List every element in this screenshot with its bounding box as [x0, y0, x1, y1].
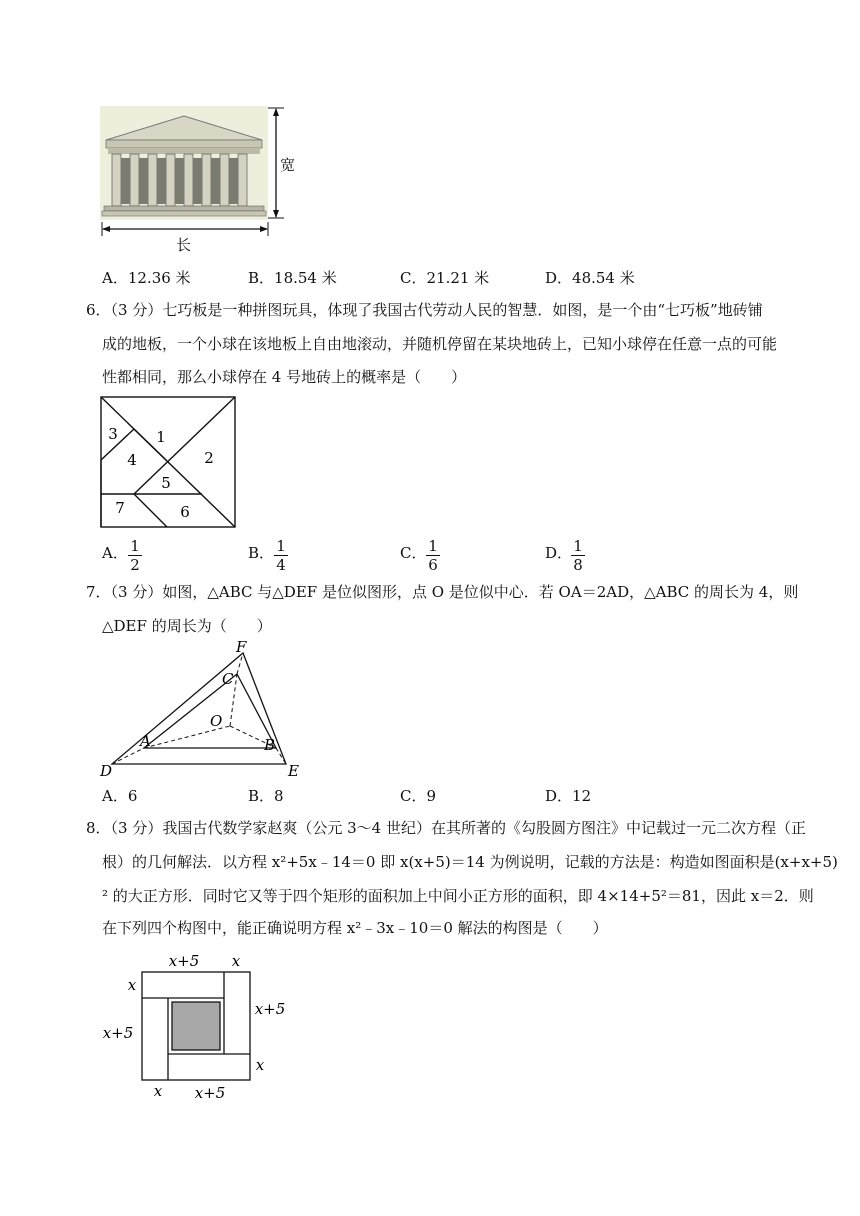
q5-option-a[interactable]: A．12.36 米 — [102, 269, 191, 287]
q6-option-d-numerator: 1 — [573, 537, 583, 555]
label-right-short: x — [255, 1056, 265, 1074]
q8-stem-line-4: 在下列四个构图中，能正确说明方程 x²﹣3x﹣10＝0 解法的构图是（ ） — [102, 919, 608, 937]
point-B-label: B — [264, 736, 276, 754]
label-bottom-short: x — [153, 1082, 163, 1100]
temple-figure — [100, 104, 300, 254]
label-top-short: x — [231, 952, 241, 970]
q8-stem-line-3: ² 的大正方形．同时它又等于四个矩形的面积加上中间小正方形的面积，即 4×14+5²＝81，因此 x＝2．则 — [102, 887, 814, 905]
q6-option-a-denominator: 2 — [130, 556, 140, 574]
point-O-label: O — [210, 712, 223, 730]
q7-option-d[interactable]: D．12 — [545, 787, 592, 805]
square-construction-diagram — [96, 950, 296, 1102]
q7-option-a[interactable]: A．6 — [102, 787, 138, 805]
point-A-label: A — [140, 732, 151, 750]
q6-stem-line-3: 性都相同，那么小球停在 4 号地砖上的概率是（ ） — [102, 368, 467, 386]
point-F-label: F — [236, 640, 247, 656]
point-D-label: D — [100, 762, 113, 780]
q6-option-b-letter: B． — [248, 544, 275, 562]
piece-6-label: 6 — [180, 503, 190, 521]
q6-option-d-letter: D． — [545, 544, 573, 562]
q6-option-d-fraction — [571, 538, 585, 573]
tangram-figure — [100, 396, 236, 528]
q8-stem-line-1: 8．（3 分）我国古代数学家赵爽（公元 3～4 世纪）在其所著的《勾股圆方图注》中记载过一元二次方程（正 — [86, 819, 806, 837]
zhao-shuang-figure — [96, 950, 296, 1102]
width-label: 宽 — [280, 156, 296, 174]
q7-stem-line-1: 7．（3 分）如图，△ABC 与△DEF 是位似图形，点 O 是位似中心．若 OA＝2AD，△ABC 的周长为 4，则 — [86, 583, 799, 601]
label-right-long: x+5 — [254, 1000, 286, 1018]
q5-option-d[interactable]: D．48.54 米 — [545, 269, 635, 287]
piece-1-label: 1 — [156, 428, 166, 446]
piece-7-label: 7 — [115, 499, 125, 517]
q7-option-b[interactable]: B．8 — [248, 787, 284, 805]
q7-option-c[interactable]: C．9 — [400, 787, 437, 805]
q6-option-a-letter: A． — [102, 544, 128, 562]
q6-option-b[interactable] — [248, 538, 308, 572]
label-left-long: x+5 — [102, 1024, 134, 1042]
piece-2-label: 2 — [204, 449, 214, 467]
q6-option-a-numerator: 1 — [130, 537, 140, 555]
q6-option-a[interactable] — [102, 538, 162, 572]
q6-option-c-fraction — [426, 538, 440, 573]
q6-option-a-fraction — [128, 538, 142, 573]
q6-option-d-denominator: 8 — [573, 556, 583, 574]
label-bottom-long: x+5 — [194, 1084, 226, 1102]
q6-stem-line-2: 成的地板，一个小球在该地板上自由地滚动，并随机停留在某块地砖上，已知小球停在任意一点的可能 — [102, 335, 778, 353]
q6-option-b-denominator: 4 — [276, 556, 286, 574]
label-left-short: x — [127, 976, 137, 994]
homothety-figure — [96, 640, 316, 782]
piece-4-label: 4 — [127, 451, 137, 469]
piece-5-label: 5 — [161, 474, 171, 492]
tangram-diagram — [100, 396, 236, 528]
q6-option-d[interactable] — [545, 538, 605, 572]
q7-stem-line-2: △DEF 的周长为（ ） — [102, 617, 272, 635]
q5-option-c[interactable]: C．21.21 米 — [400, 269, 490, 287]
homothety-diagram — [96, 640, 316, 782]
q6-option-c[interactable] — [400, 538, 460, 572]
q6-option-b-numerator: 1 — [276, 537, 286, 555]
piece-3-label: 3 — [108, 425, 118, 443]
q6-option-c-numerator: 1 — [428, 537, 438, 555]
q5-option-b[interactable]: B．18.54 米 — [248, 269, 337, 287]
point-E-label: E — [288, 762, 299, 780]
q6-option-b-fraction — [274, 538, 288, 573]
point-C-label: C — [222, 670, 234, 688]
q8-stem-line-2: 根）的几何解法．以方程 x²+5x﹣14＝0 即 x(x+5)＝14 为例说明，记载的方法是：构造如图面积是(x+x+5) — [102, 853, 838, 871]
length-label: 长 — [176, 236, 192, 254]
q6-stem-line-1: 6．（3 分）七巧板是一种拼图玩具，体现了我国古代劳动人民的智慧．如图，是一个由“七巧板”地砖铺 — [86, 301, 763, 319]
label-top-long: x+5 — [168, 952, 200, 970]
q6-option-c-letter: C． — [400, 544, 427, 562]
temple-image — [100, 104, 300, 254]
q6-option-c-denominator: 6 — [428, 556, 438, 574]
